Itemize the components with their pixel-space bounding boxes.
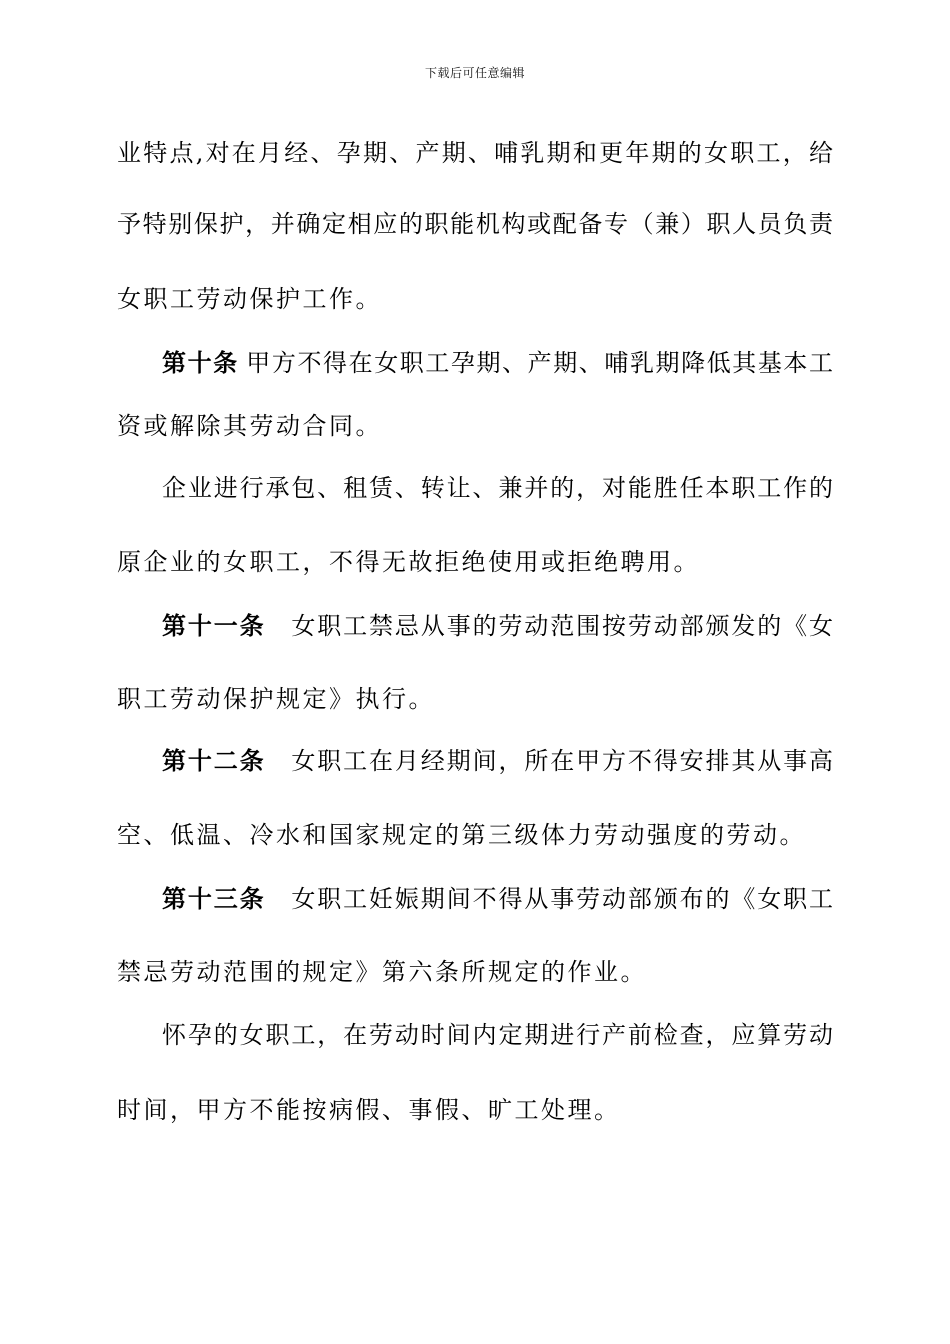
paragraph-line: 原企业的女职工，不得无故拒绝使用或拒绝聘用。 [117, 548, 700, 576]
paragraph-line [162, 609, 833, 643]
article-number: 第十三条 [162, 884, 266, 913]
paragraph-line: 空、低温、冷水和国家规定的第三级体力劳动强度的劳动。 [117, 821, 806, 849]
article-number: 第十一条 [162, 611, 266, 640]
article-number: 第十二条 [162, 746, 266, 775]
paragraph-line [162, 882, 833, 916]
paragraph-line: 资或解除其劳动合同。 [117, 412, 382, 440]
article-number: 第十条 [162, 348, 239, 377]
paragraph-line [162, 744, 833, 778]
article-text: 女职工禁忌从事的劳动范围按劳动部颁发的《女 [289, 612, 834, 640]
paragraph-line: 时间，甲方不能按病假、事假、旷工处理。 [117, 1096, 621, 1124]
article-text: 女职工在月经期间，所在甲方不得安排其从事高 [289, 747, 834, 775]
paragraph-line: 业特点,对在月经、孕期、产期、哺乳期和更年期的女职工，给 [117, 139, 833, 167]
paragraph-line: 企业进行承包、租赁、转让、兼并的，对能胜任本职工作的 [162, 474, 833, 502]
article-text: 女职工妊娠期间不得从事劳动部颁布的《女职工 [289, 885, 834, 913]
page-header-note: 下载后可任意编辑 [424, 66, 525, 80]
paragraph-line: 予特别保护，并确定相应的职能机构或配备专（兼）职人员负责 [117, 210, 833, 238]
paragraph-line: 禁忌劳动范围的规定》第六条所规定的作业。 [117, 958, 647, 986]
article-text: 甲方不得在女职工孕期、产期、哺乳期降低其基本工 [244, 349, 834, 377]
paragraph-line [162, 346, 833, 380]
paragraph-line: 怀孕的女职工，在劳动时间内定期进行产前检查，应算劳动 [162, 1021, 833, 1049]
paragraph-line: 职工劳动保护规定》执行。 [117, 685, 435, 713]
paragraph-line: 女职工劳动保护工作。 [117, 285, 382, 313]
